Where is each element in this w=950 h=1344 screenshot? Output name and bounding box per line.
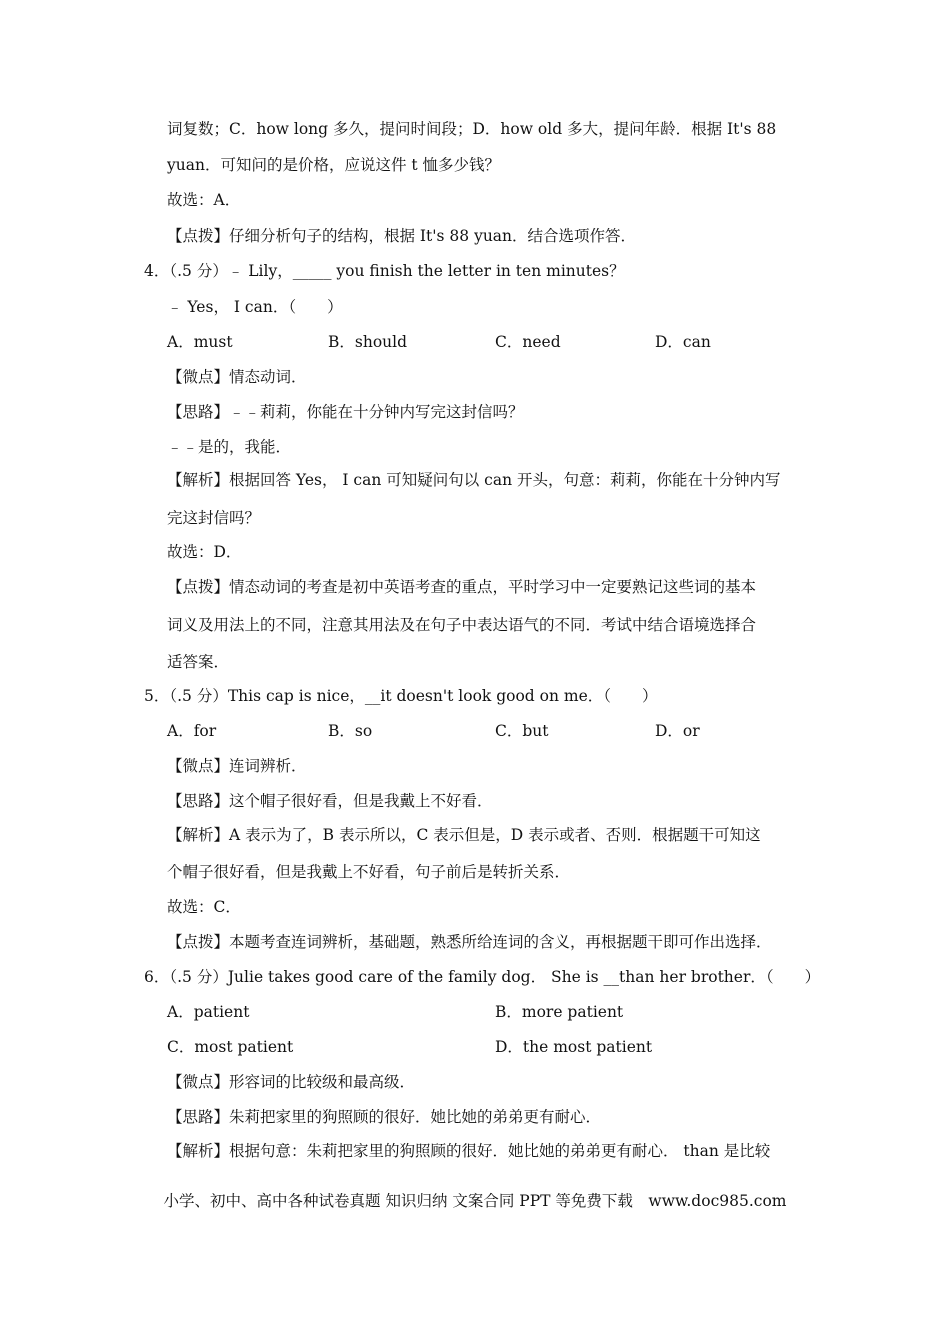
q6-stem-post: than her brother．（ ） bbox=[619, 968, 821, 986]
q5-idea: 【思路】这个帽子很好看，但是我戴上不好看． bbox=[167, 792, 493, 810]
q5-tip: 【点拨】本题考查连词辨析，基础题，熟悉所给连词的含义，再根据题干即可作出选择． bbox=[167, 933, 772, 951]
q6-analysis-1: 【解析】根据句意：朱莉把家里的狗照顾的很好．她比她的弟弟更有耐心． than 是比较 bbox=[167, 1142, 771, 1160]
q5-analysis-1: 【解析】A 表示为了，B 表示所以，C 表示但是，D 表示或者、否则．根据题干可知这 bbox=[167, 826, 761, 844]
q4-point: 【微点】情态动词． bbox=[167, 368, 307, 386]
q4-tip-3: 适答案． bbox=[167, 653, 230, 671]
q4-option-c: C．need bbox=[495, 333, 561, 351]
q4-option-b: B．should bbox=[328, 333, 408, 351]
q6-blank: __ bbox=[603, 968, 620, 986]
q5-option-c: C．but bbox=[495, 722, 549, 740]
intro-line-1: 词复数；C．how long 多久，提问时间段；D．how old 多大，提问年龄．根据 It's 88 bbox=[167, 120, 777, 138]
q6-option-d: D．the most patient bbox=[495, 1038, 653, 1056]
q5-stem-post: it doesn't look good on me．（ ） bbox=[380, 687, 658, 705]
q6-stem bbox=[144, 967, 821, 987]
q4-idea: 【思路】﹣﹣莉莉，你能在十分钟内写完这封信吗？ bbox=[167, 403, 524, 421]
q4-answer: 故选：D． bbox=[167, 543, 242, 561]
q5-stem bbox=[144, 686, 794, 706]
q6-option-b: B．more patient bbox=[495, 1003, 624, 1021]
intro-answer: 故选：A． bbox=[167, 191, 241, 209]
q6-option-a: A．patient bbox=[167, 1003, 250, 1021]
q4-tip-2: 词义及用法上的不同，注意其用法及在句子中表达语气的不同．考试中结合语境选择合 bbox=[167, 616, 757, 634]
q4-stem bbox=[144, 261, 794, 281]
q4-option-a: A．must bbox=[167, 333, 233, 351]
q5-stem-pre: 5．（.5 分）This cap is nice， bbox=[144, 687, 365, 705]
q4-reply: ﹣ Yes， I can．（ ） bbox=[167, 298, 343, 316]
q4-analysis-2: 完这封信吗？ bbox=[167, 509, 261, 527]
q5-option-d: D．or bbox=[655, 722, 700, 740]
q5-blank: __ bbox=[364, 687, 381, 705]
q4-blank: _____ bbox=[292, 262, 332, 280]
q4-tip-1: 【点拨】情态动词的考查是初中英语考查的重点，平时学习中一定要熟记这些词的基本 bbox=[167, 578, 757, 596]
q4-stem-post: you finish the letter in ten minutes？ bbox=[331, 262, 625, 280]
q5-point: 【微点】连词辨析． bbox=[167, 757, 307, 775]
q5-analysis-2: 个帽子很好看，但是我戴上不好看，句子前后是转折关系． bbox=[167, 863, 571, 881]
q4-analysis-1: 【解析】根据回答 Yes， I can 可知疑问句以 can 开头，句意：莉莉，你能在十分钟内写 bbox=[167, 471, 781, 489]
q4-stem-pre: 4．（.5 分）﹣ Lily， bbox=[144, 262, 293, 280]
q6-option-c: C．most patient bbox=[167, 1038, 294, 1056]
q5-answer: 故选：C． bbox=[167, 898, 241, 916]
q6-stem-pre: 6．（.5 分）Julie takes good care of the family dog． She is bbox=[144, 968, 604, 986]
intro-tip: 【点拨】仔细分析句子的结构，根据 It's 88 yuan．结合选项作答． bbox=[167, 227, 637, 245]
q5-option-b: B．so bbox=[328, 722, 373, 740]
q4-option-d: D．can bbox=[655, 333, 711, 351]
page-footer: 小学、初中、高中各种试卷真题 知识归纳 文案合同 PPT 等免费下载 www.doc985.com bbox=[163, 1192, 787, 1210]
q4-idea-2: ﹣﹣是的，我能． bbox=[167, 438, 292, 456]
q5-option-a: A．for bbox=[167, 722, 217, 740]
q6-idea: 【思路】朱莉把家里的狗照顾的很好．她比她的弟弟更有耐心． bbox=[167, 1108, 602, 1126]
intro-line-2: yuan．可知问的是价格，应说这件 t 恤多少钱？ bbox=[167, 156, 501, 174]
q6-point: 【微点】形容词的比较级和最高级． bbox=[167, 1073, 416, 1091]
